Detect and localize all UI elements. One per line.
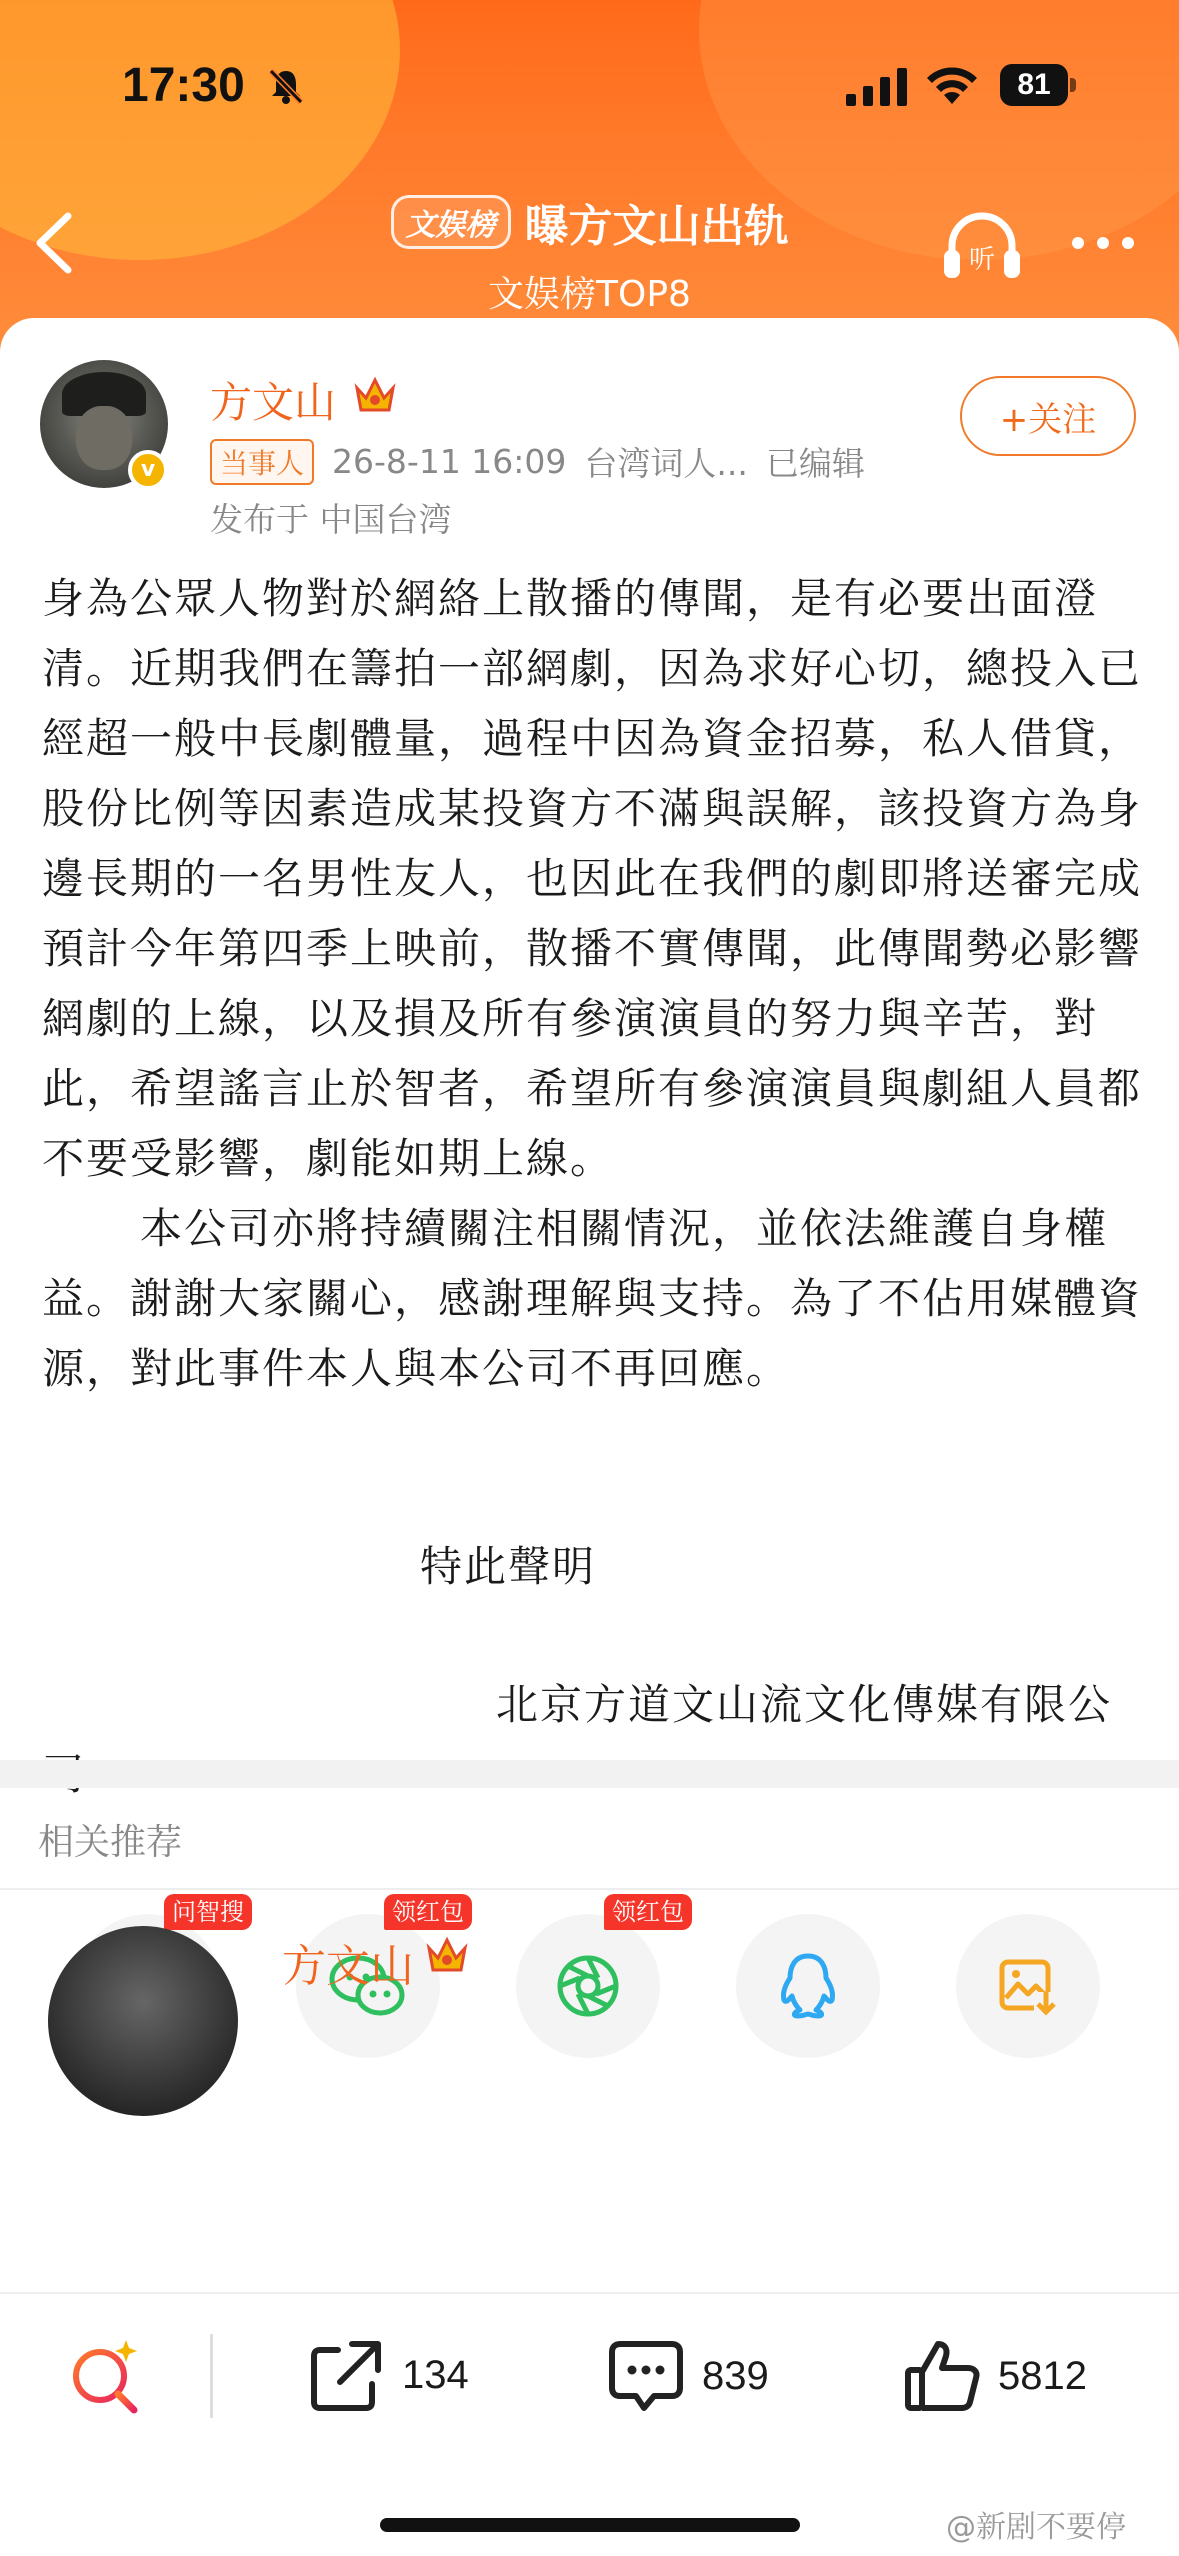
- headphones-listen-icon[interactable]: [940, 206, 1024, 282]
- post-paragraph: 身為公眾人物對於網絡上散播的傳聞，是有必要出面澄清。近期我們在籌拍一部網劇，因為求好心切，總投入已經超一般中長劇體量，過程中因為資金招募，私人借貸，股份比例等因素造成某投資方不滿與誤解，該投資方為身邊長期的一名男性友人，也因此在我們的劇即將送審完成預計今年第四季上映前，散播不實傳聞，此傳聞勢必影響網劇的上線，以及損及所有參演演員的努力與辛苦，對此，希望謠言止於智者，希望所有參演演員與劇組人員都不要受影響，劇能如期上線。: [42, 574, 1143, 1183]
- home-indicator[interactable]: [380, 2518, 800, 2532]
- svg-text:听: 听: [968, 245, 996, 275]
- battery-indicator: [1000, 64, 1076, 106]
- related-author-name[interactable]: 方文山: [282, 1941, 414, 1992]
- related-avatar[interactable]: [48, 1926, 238, 2116]
- share-qq-button[interactable]: [736, 1914, 880, 2058]
- share-badge: 领红包: [384, 1894, 472, 1930]
- section-divider: [0, 1760, 1179, 1788]
- status-time: 17:30: [122, 59, 245, 112]
- ai-search-icon[interactable]: [64, 2334, 148, 2418]
- like-button[interactable]: [902, 2336, 1087, 2416]
- moments-icon: [553, 1951, 623, 2021]
- share-arrow-icon: [308, 2336, 386, 2414]
- share-moments-button[interactable]: [516, 1914, 660, 2058]
- author-name[interactable]: 方文山: [210, 378, 337, 427]
- battery-level: 81: [1000, 64, 1068, 106]
- edited-label[interactable]: 已编辑: [765, 444, 865, 483]
- post-paragraph: 本公司亦將持續關注相關情況，並依法維護自身權益。謝謝大家關心，感謝理解與支持。為了不佔用媒體資源，對此事件本人與本公司不再回應。: [42, 1204, 1143, 1393]
- party-tag: 当事人: [210, 439, 314, 485]
- page-title: 曝方文山出轨: [524, 201, 789, 252]
- wifi-icon: [924, 64, 980, 106]
- more-options-icon[interactable]: [1068, 228, 1138, 258]
- crown-icon: [424, 1934, 470, 1976]
- follow-button[interactable]: [960, 376, 1136, 456]
- brand-badge: 文娱榜: [391, 195, 511, 249]
- like-count: 5812: [998, 2353, 1087, 2398]
- comment-button[interactable]: [606, 2336, 769, 2416]
- divider: [210, 2334, 213, 2418]
- post-source: 台湾词人...: [584, 444, 748, 483]
- bell-off-icon: [266, 66, 306, 106]
- share-badge: 问智搜: [164, 1894, 252, 1930]
- comment-bubble-icon: [606, 2336, 686, 2416]
- comment-count: 839: [702, 2353, 769, 2398]
- post-card: [0, 318, 1179, 2556]
- qq-icon: [776, 1950, 840, 2022]
- header: [0, 0, 1179, 360]
- page-subtitle: 文娱榜TOP8: [488, 274, 691, 315]
- save-image-icon: [996, 1954, 1060, 2018]
- related-title: 相关推荐: [38, 1822, 183, 1863]
- post-datetime: 26-8-11 16:09: [332, 442, 567, 481]
- follow-label: +关注: [999, 399, 1097, 440]
- company-signature: 北京方道文山流文化傳媒有限公: [496, 1680, 1113, 1729]
- divider: [0, 1888, 1179, 1890]
- post-body: [42, 564, 1142, 1404]
- watermark: @新剧不要停: [946, 2510, 1126, 2545]
- share-badge: 领红包: [604, 1894, 692, 1930]
- status-bar: [0, 0, 1179, 170]
- thumbs-up-icon: [902, 2336, 982, 2416]
- post-meta: [210, 438, 865, 485]
- repost-count: 134: [402, 2352, 469, 2397]
- repost-button[interactable]: [308, 2336, 469, 2414]
- cellular-signal-icon: [846, 68, 908, 106]
- verified-badge-icon: v: [128, 450, 168, 490]
- save-image-button[interactable]: [956, 1914, 1100, 2058]
- nav-bar: [0, 180, 1179, 320]
- publish-location: 发布于 中国台湾: [210, 500, 452, 539]
- statement-label: 特此聲明: [420, 1542, 597, 1591]
- crown-icon: [352, 374, 398, 416]
